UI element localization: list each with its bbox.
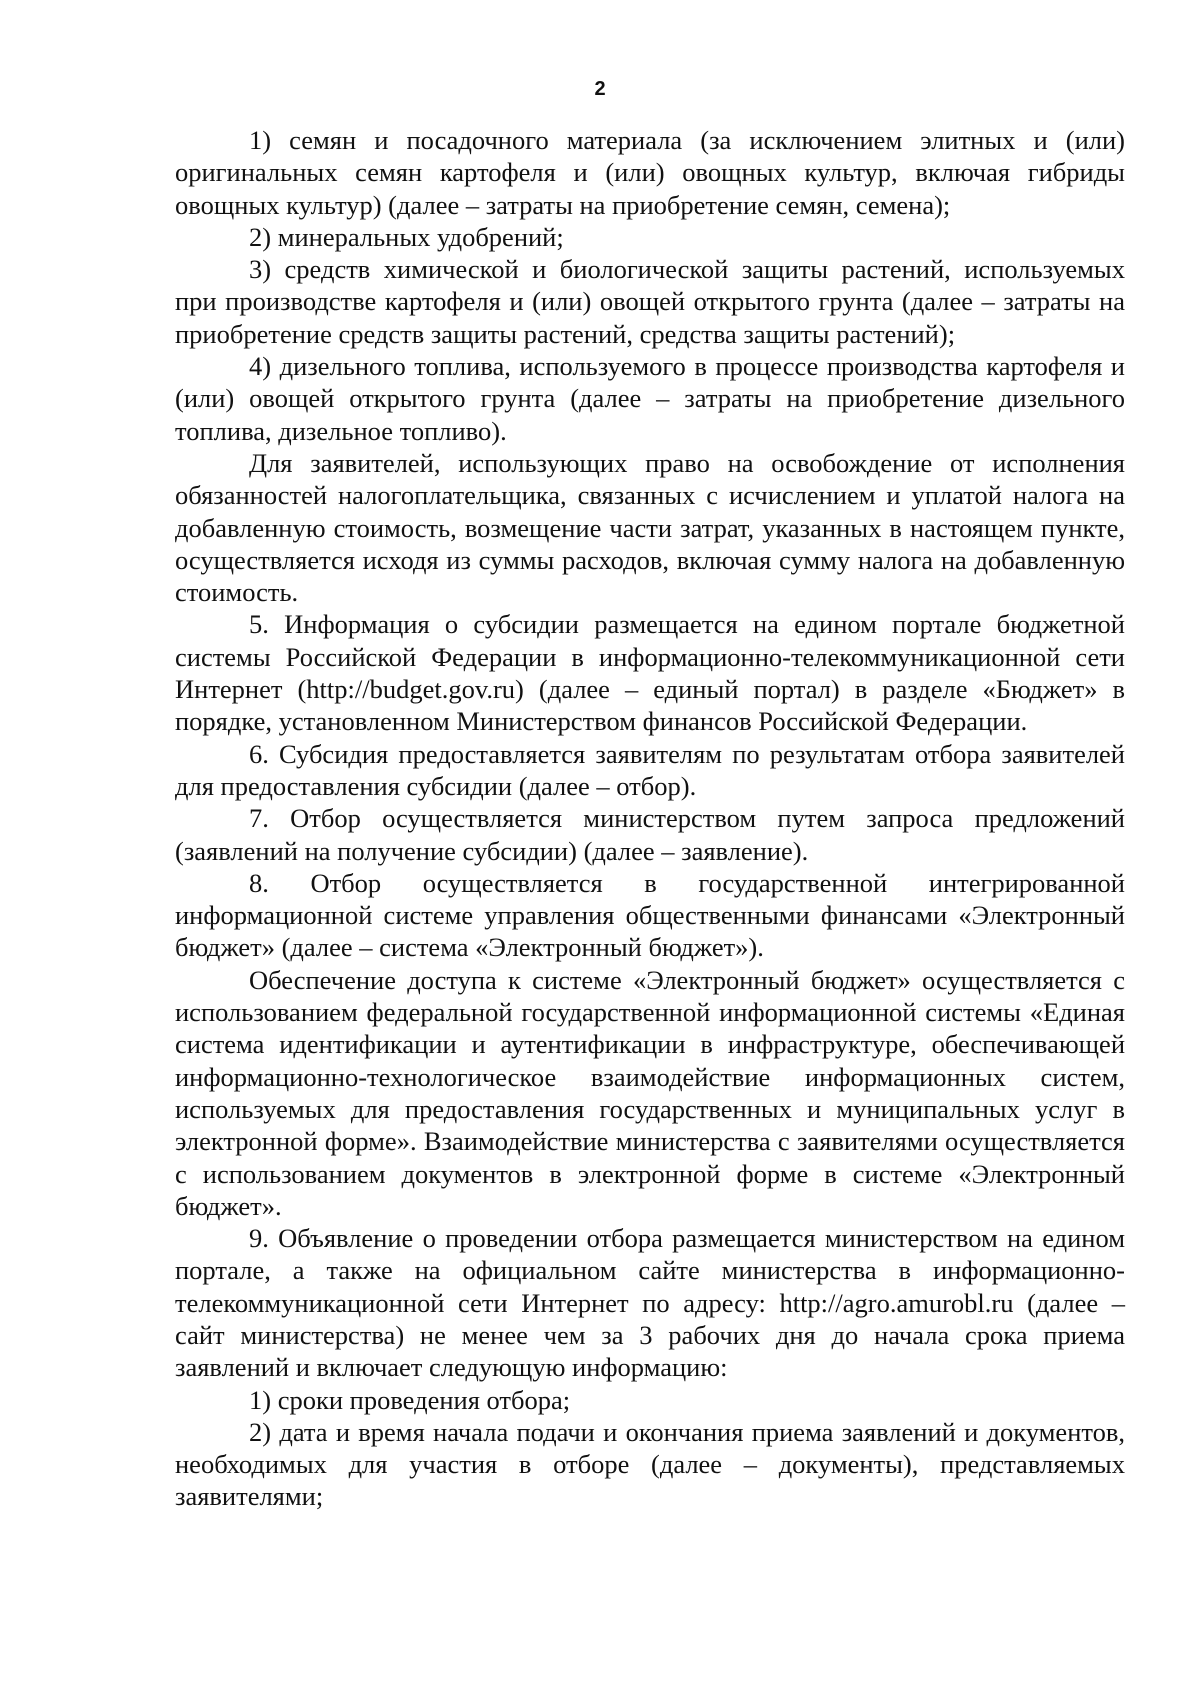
paragraph-subitem-2-submission: 2) дата и время начала подачи и окончания приема заявлений и документов, необходимых для участия в отборе (далее – документы), представляемых заявителями; xyxy=(175,1416,1125,1512)
paragraph-clause-8: 8. Отбор осуществляется в государственной интегрированной информационной системе управления общественными финансами «Электронный бюджет» (далее – система «Электронный бюджет»). xyxy=(175,867,1125,963)
paragraph-vat-note: Для заявителей, использующих право на освобождение от исполнения обязанностей налогоплательщика, связанных с исчислением и уплатой налога на добавленную стоимость, возмещение части затрат, указанных в настоящем пункте, осуществляется исходя из суммы расходов, включая сумму налога на добавленную стоимость. xyxy=(175,447,1125,608)
paragraph-item-2-fertilizers: 2) минеральных удобрений; xyxy=(249,221,564,252)
document-body xyxy=(175,124,1125,1513)
paragraph-access-note: Обеспечение доступа к системе «Электронный бюджет» осуществляется с использованием федеральной государственной информационной системы «Единая система идентификации и аутентификации в инфраструктуре, обеспечивающей информационно-технологическое взаимодействие информационных систем, используемых для предоставления государственных и муниципальных услуг в электронной форме». Взаимодействие министерства с заявителями осуществляется с использованием документов в электронной форме в системе «Электронный бюджет». xyxy=(175,964,1125,1221)
paragraph-subitem-1-dates: 1) сроки проведения отбора; xyxy=(249,1384,571,1415)
paragraph-clause-9: 9. Объявление о проведении отбора размещается министерством на едином портале, а также на официальном сайте министерства в информационно-телекоммуникационной сети Интернет по адресу: http://agro.amurobl.ru (далее – сайт министерства) не менее чем за 3 рабочих дня до начала срока приема заявлений и включает следующую информацию: xyxy=(175,1223,1125,1383)
paragraph-item-4-diesel-fuel: 4) дизельного топлива, используемого в процессе производства картофеля и (или) овощей открытого грунта (далее – затраты на приобретение дизельного топлива, дизельное топливо). xyxy=(175,351,1125,446)
paragraph-item-1-seeds: 1) семян и посадочного материала (за исключением элитных и (или) оригинальных семян картофеля и (или) овощных культур, включая гибриды овощных культур) (далее – затраты на приобретение семян, семена); xyxy=(175,125,1125,220)
paragraph-clause-7: 7. Отбор осуществляется министерством путем запроса предложений (заявлений на получение субсидии) (далее – заявление). xyxy=(175,803,1125,866)
paragraph-clause-6: 6. Субсидия предоставляется заявителям по результатам отбора заявителей для предоставления субсидии (далее – отбор). xyxy=(175,738,1125,801)
paragraph-item-3-plant-protection: 3) средств химической и биологической защиты растений, используемых при производстве картофеля и (или) овощей открытого грунта (далее – затраты на приобретение средств защиты растений, средства защиты растений); xyxy=(175,254,1125,349)
paragraph-clause-5: 5. Информация о субсидии размещается на едином портале бюджетной системы Российской Федерации в информационно-телекоммуникационной сети Интернет (http://budget.gov.ru) (далее – единый портал) в разделе «Бюджет» в порядке, установленном Министерством финансов Российской Федерации. xyxy=(175,609,1125,737)
page-number: 2 xyxy=(594,78,606,100)
